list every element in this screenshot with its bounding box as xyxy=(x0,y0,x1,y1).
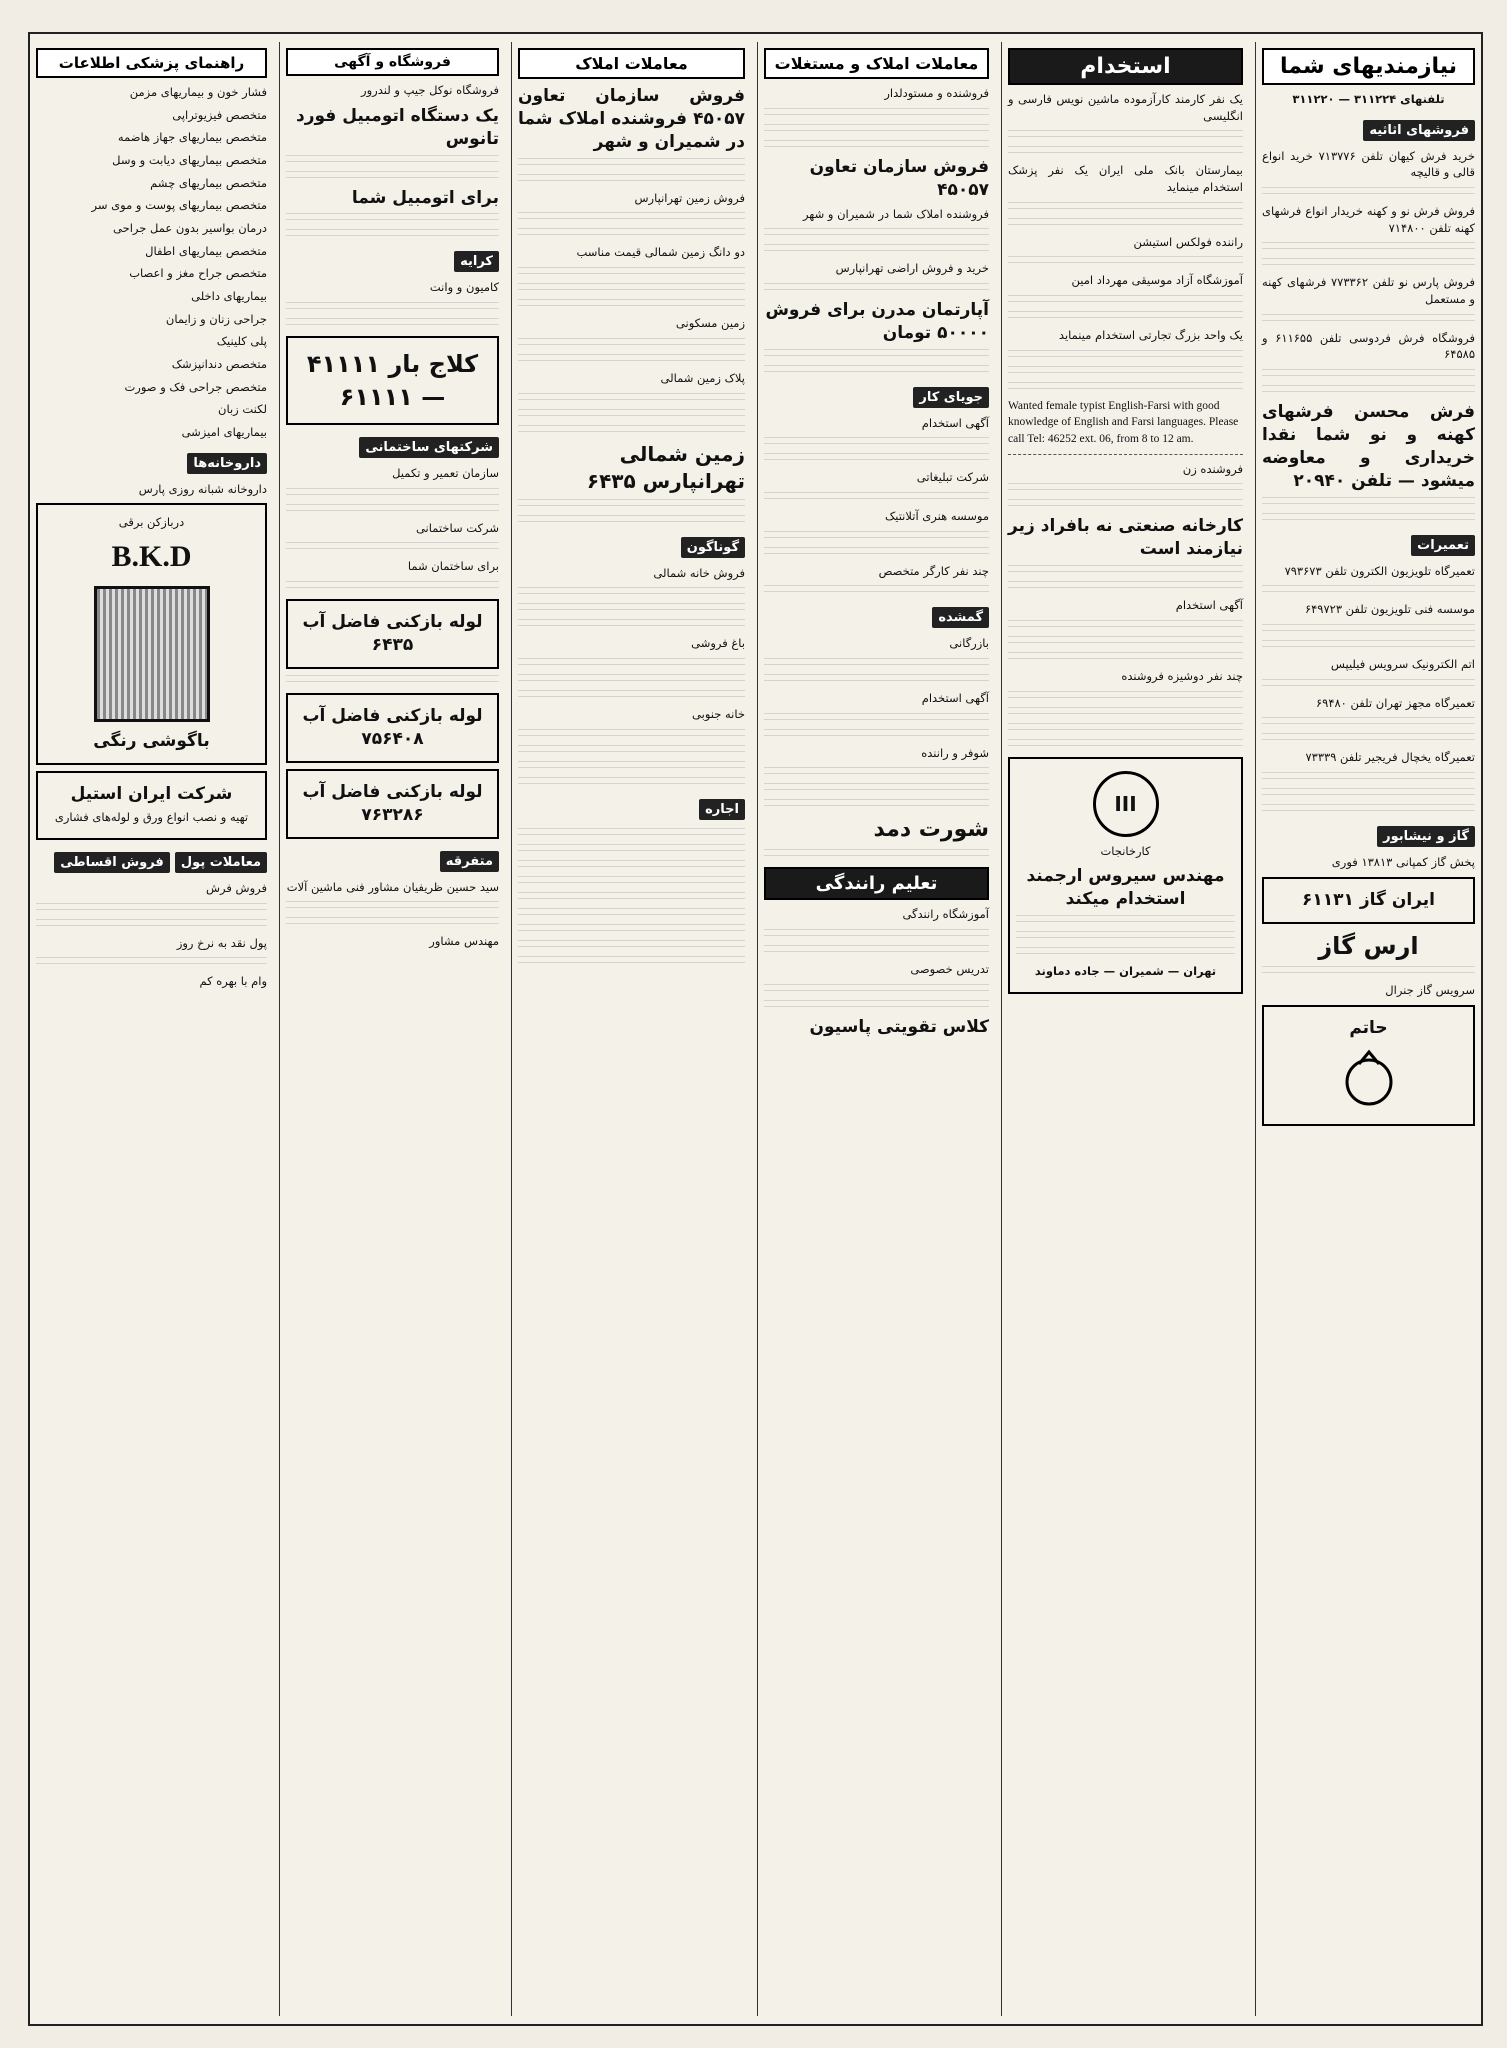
section-header: نیازمندیهای شما xyxy=(1262,48,1475,85)
ad: شرکت تبلیغاتی xyxy=(916,470,989,485)
ad: داروخانه شبانه روزی پارس xyxy=(138,481,267,496)
ad: متخصص بیماریهای جهاز هاضمه xyxy=(117,130,267,145)
ad: متخصص جراح مغز و اعصاب xyxy=(129,266,267,281)
ad: تدریس خصوصی xyxy=(910,961,989,976)
subsection-title: معاملات پول xyxy=(175,852,267,873)
ad: درمان بواسیر بدون عمل جراحی xyxy=(113,221,267,236)
ad-box: لوله بازکنی فاضل آب ۶۴۳۵ xyxy=(286,599,499,669)
ad: متخصص بیماریهای چشم xyxy=(150,175,267,190)
subsection-title: کرایه xyxy=(454,251,499,272)
ad: فروش فرش xyxy=(206,881,267,896)
ad: کلاس تقویتی پاسیون xyxy=(809,1016,989,1037)
section-header: راهنمای پزشکی اطلاعات xyxy=(36,48,267,78)
ad: متخصص بیماریهای پوست و موی سر xyxy=(91,198,267,213)
column-employment xyxy=(1001,42,1249,2016)
ad-box: لوله بازکنی فاضل آب ۷۶۳۲۸۶ xyxy=(286,769,499,839)
subsection-title: شرکتهای ساختمانی xyxy=(359,437,499,458)
ad: فروش خانه شمالی xyxy=(653,565,745,580)
ad: فروش فرش نو و کهنه خریدار انواع فرشهای کهنه تلفن ۷۱۴۸۰۰ xyxy=(1262,204,1475,235)
ad: تعمیرگاه تلویزیون الکترون تلفن ۷۹۳۶۷۳ xyxy=(1284,563,1475,578)
ad: جراحی زنان و زایمان xyxy=(165,311,267,326)
ad: فروشنده زن xyxy=(1182,461,1243,476)
subsection-title: تعمیرات xyxy=(1411,535,1475,556)
phone-line: تلفنهای ۳۱۱۲۲۴ — ۳۱۱۲۲۰ xyxy=(1292,92,1445,106)
ad: راننده فولکس استیشن xyxy=(1133,234,1243,249)
ad: سازمان تعمیر و تکمیل xyxy=(392,465,499,480)
ad: برای ساختمان شما xyxy=(407,559,499,574)
ad: بیمارستان بانک ملی ایران یک نفر پزشک استخدام مینماید xyxy=(1008,163,1243,195)
ad: فروشگاه نوکل جیپ و لندرور xyxy=(361,83,499,97)
ad: وام با بهره کم xyxy=(199,974,267,989)
ad: بازرگانی xyxy=(949,636,989,651)
ad: پول نقد به نرخ روز xyxy=(176,935,267,950)
ad: برای اتومبیل شما xyxy=(351,187,499,208)
ad: ارس گاز xyxy=(1318,931,1419,960)
subsection-title: فروشهای اثاثیه xyxy=(1363,120,1475,141)
ad: دو دانگ زمین شمالی قیمت مناسب xyxy=(576,245,745,260)
column-classifieds xyxy=(1255,42,1481,2016)
ad: بیماریهای امیزشی xyxy=(181,425,267,440)
ad: تعمیرگاه مجهز تهران تلفن ۶۹۴۸۰ xyxy=(1315,695,1475,710)
ad: آموزشگاه آزاد موسیقی مهرداد امین xyxy=(1071,273,1243,288)
subsection-title: فروش اقساطی xyxy=(54,852,170,873)
ad: کامیون و وانت xyxy=(429,280,499,295)
intercom-device-icon xyxy=(94,586,210,722)
subsection-title: جویای کار xyxy=(913,387,989,408)
ad: زمین شمالی تهرانپارس ۶۴۳۵ xyxy=(586,441,745,493)
subsection-title: متفرقه xyxy=(440,851,499,872)
ad: متخصص بیماریهای دیابت و وسل xyxy=(112,153,267,168)
ad: پلی کلینیک xyxy=(216,334,267,349)
ad: فروش سازمان تعاون ۴۵۰۵۷ xyxy=(809,156,989,200)
column-real-estate-1 xyxy=(757,42,995,2016)
section-header: استخدام xyxy=(1008,48,1243,85)
ad: فرش محسن فرشهای کهنه و نو شما نقدا خریداری و معاوضه میشود — تلفن ۲۰۹۴۰ xyxy=(1262,402,1475,491)
ad-box: ایران گاز ۶۱۱۳۱ xyxy=(1262,877,1475,924)
ad: فروش پارس نو تلفن ۷۷۳۳۶۲ فرشهای کهنه و مستعمل xyxy=(1262,275,1476,307)
ad: موسسه هنری آتلانتیک xyxy=(884,509,989,524)
ad: خرید و فروش اراضی تهرانپارس xyxy=(835,261,989,276)
ad: متخصص بیماریهای اطفال xyxy=(145,243,267,258)
ad: فروشنده املاک شما در شمیران و شهر xyxy=(802,206,989,221)
rooster-icon xyxy=(1334,1044,1404,1114)
subsection-title: داروخانه‌ها xyxy=(187,453,267,474)
ad: آگهی استخدام xyxy=(921,691,989,706)
ad: فروش سازمان تعاون ۴۵۰۵۷ فروشنده املاک شما در شمیران و شهر xyxy=(518,86,745,152)
ad: متخصص دندانپزشک xyxy=(171,357,267,372)
ad: متخصص فیزیوتراپی xyxy=(172,107,267,122)
ad: مهندس مشاور xyxy=(429,934,499,949)
ad: سرویس گاز جنرال xyxy=(1385,983,1475,998)
ad: یک نفر کارمند کارآزموده ماشین نویس فارسی و انگلیسی xyxy=(1008,92,1243,123)
ad: فروشنده و مستودلدار xyxy=(884,86,989,100)
logo-box: حاتم xyxy=(1262,1005,1475,1126)
section-header: فروشگاه و آگهی xyxy=(286,48,499,76)
column-vehicles-services xyxy=(279,42,505,2016)
ad: تعمیرگاه یخچال فریجیر تلفن ۷۳۳۳۹ xyxy=(1305,750,1475,765)
ad: پلاک زمین شمالی xyxy=(660,370,745,385)
ad: خرید فرش کیهان تلفن ۷۱۳۷۷۶ خرید انواع قالی و قالیچه xyxy=(1262,148,1475,180)
ad: زمین مسکونی xyxy=(675,316,745,331)
newspaper-page xyxy=(28,32,1483,2026)
ad: آگهی استخدام xyxy=(1175,598,1243,613)
ad: متخصص جراحی فک و صورت xyxy=(124,379,267,394)
column-real-estate-2 xyxy=(511,42,751,2016)
ad: موسسه فنی تلویزیون تلفن ۶۴۹۷۲۳ xyxy=(1304,602,1475,617)
ad: شورت دمد xyxy=(873,817,989,843)
ad: یک دستگاه اتومبیل فورد تانوس xyxy=(296,105,499,149)
ad: سید حسین ظریفیان مشاور فنی ماشین آلات xyxy=(286,879,499,894)
section-header: تعلیم رانندگی xyxy=(764,867,989,900)
ad: فروش زمین تهرانپارس xyxy=(634,190,745,205)
ad: کارخانه صنعتی نه بافراد زیر نیازمند است xyxy=(1008,516,1243,560)
ad: چند نفر دوشیزه فروشنده xyxy=(1121,668,1243,683)
subsection-title: گوناگون xyxy=(681,537,745,558)
ad: لکنت زبان xyxy=(218,402,267,417)
ad: خانه جنوبی xyxy=(692,706,745,721)
subsection-title: گمشده xyxy=(932,607,989,628)
ad: باغ فروشی xyxy=(691,636,745,651)
ad: چند نفر کارگر متخصص xyxy=(878,563,989,578)
ad-box: کلاج بار ۴۱۱۱۱ — ۶۱۱۱۱ xyxy=(286,336,499,425)
section-header: معاملات املاک xyxy=(518,48,745,79)
factory-logo-icon: III xyxy=(1093,771,1159,837)
ad: شرکت ساختمانی xyxy=(415,520,499,535)
ad: آپارتمان مدرن برای فروش ۵۰۰۰۰ تومان xyxy=(765,299,989,343)
intercom-ad: دربازکن برقی B.K.D باگوشی رنگی xyxy=(36,503,267,764)
ad-box: لوله بازکنی فاضل آب ۷۵۶۴۰۸ xyxy=(286,693,499,763)
ad: شوفر و راننده xyxy=(921,745,989,760)
factory-ad-box: III کارخانجات مهندس سیروس ارجمند استخدام میکند تهران — شمیران — جاده دماوند xyxy=(1008,757,1243,994)
ad: اتم الکترونیک سرویس فیلیپس xyxy=(1330,657,1475,672)
column-medical xyxy=(30,42,273,2016)
ad: بیماریهای داخلی xyxy=(191,289,267,304)
subsection-title: گاز و نیشابور xyxy=(1377,826,1475,847)
steel-ad: شرکت ایران استیل تهیه و نصب انواع ورق و لوله‌های فشاری xyxy=(36,771,267,841)
ad: آگهی استخدام xyxy=(921,415,989,430)
subsection-title: اجاره xyxy=(699,799,745,820)
ad: فروشگاه فرش فردوسی تلفن ۶۱۱۶۵۵ و ۶۴۵۸۵ xyxy=(1262,330,1476,362)
ad: یک واحد بزرگ تجارتی استخدام مینماید xyxy=(1058,328,1243,343)
section-header: معاملات املاک و مستغلات xyxy=(764,48,989,79)
english-ad: Wanted female typist English-Farsi with good knowledge of English and Farsi languages. Please call Tel: 46252 ext. 06, from 8 to 12 am. xyxy=(1008,399,1239,446)
ad: آموزشگاه رانندگی xyxy=(902,907,989,922)
ad: پخش گاز کمپانی ۱۳۸۱۳ فوری xyxy=(1331,855,1475,870)
ad: فشار خون و بیماریهای مزمن xyxy=(129,85,267,99)
